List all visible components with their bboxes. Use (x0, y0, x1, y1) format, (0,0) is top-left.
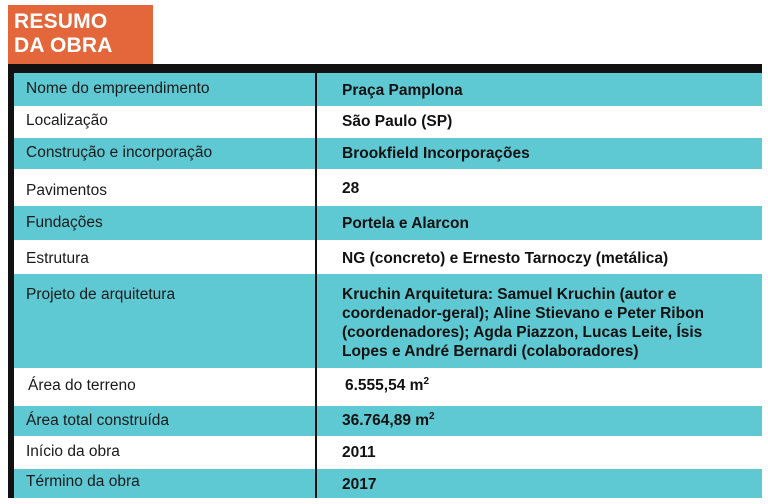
row-label: Área total construída (26, 412, 170, 429)
table-row (14, 274, 762, 368)
table-row (14, 469, 762, 498)
table-row (14, 169, 762, 206)
row-value: Brookfield Incorporações (342, 145, 530, 162)
row-value: 6.555,54 $m^2$ (345, 376, 429, 394)
row-value: Kruchin Arquitetura: Samuel Kruchin (autor e coordenador-geral); Aline Stievano e Peter Ribon (coordenadores); Agda Piazzon, Lucas Leite, Ísis Lopes e André Bernardi (colaboradores) (342, 286, 705, 360)
row-label: Término da obra (26, 473, 140, 490)
table-row (14, 406, 762, 436)
title-line-2: DA OBRA (14, 34, 113, 57)
row-label: Localização (26, 112, 108, 129)
table-row (14, 206, 762, 240)
row-label: Construção e incorporação (26, 144, 213, 161)
row-value: Praça Pamplona (342, 82, 463, 99)
row-value: 2011 (342, 444, 376, 461)
row-value: NG (concreto) e Ernesto Tarnoczy (metálica) (342, 250, 669, 267)
row-label: Projeto de arquitetura (26, 286, 176, 303)
row-label: Área do terreno (28, 377, 136, 394)
title-line-1: RESUMO (14, 10, 108, 33)
top-rule (8, 64, 762, 73)
table-row (14, 436, 762, 469)
row-value: Portela e Alarcon (342, 215, 469, 232)
row-label: Início da obra (26, 443, 120, 460)
row-value: São Paulo (SP) (342, 113, 453, 130)
column-divider (315, 73, 317, 498)
row-value: 2017 (342, 476, 377, 493)
table-row (14, 138, 762, 169)
table-row (14, 240, 762, 274)
title-box (8, 5, 153, 64)
table-row (14, 106, 762, 138)
row-value: 28 (342, 180, 360, 197)
row-value: 36.764,89 $m^2$ (342, 411, 435, 429)
row-label: Estrutura (26, 250, 89, 267)
table-row (14, 73, 762, 106)
row-label: Fundações (26, 214, 103, 231)
row-label: Nome do empreendimento (26, 80, 210, 97)
table-row (14, 368, 762, 406)
summary-table (14, 73, 762, 498)
row-label: Pavimentos (26, 182, 107, 199)
